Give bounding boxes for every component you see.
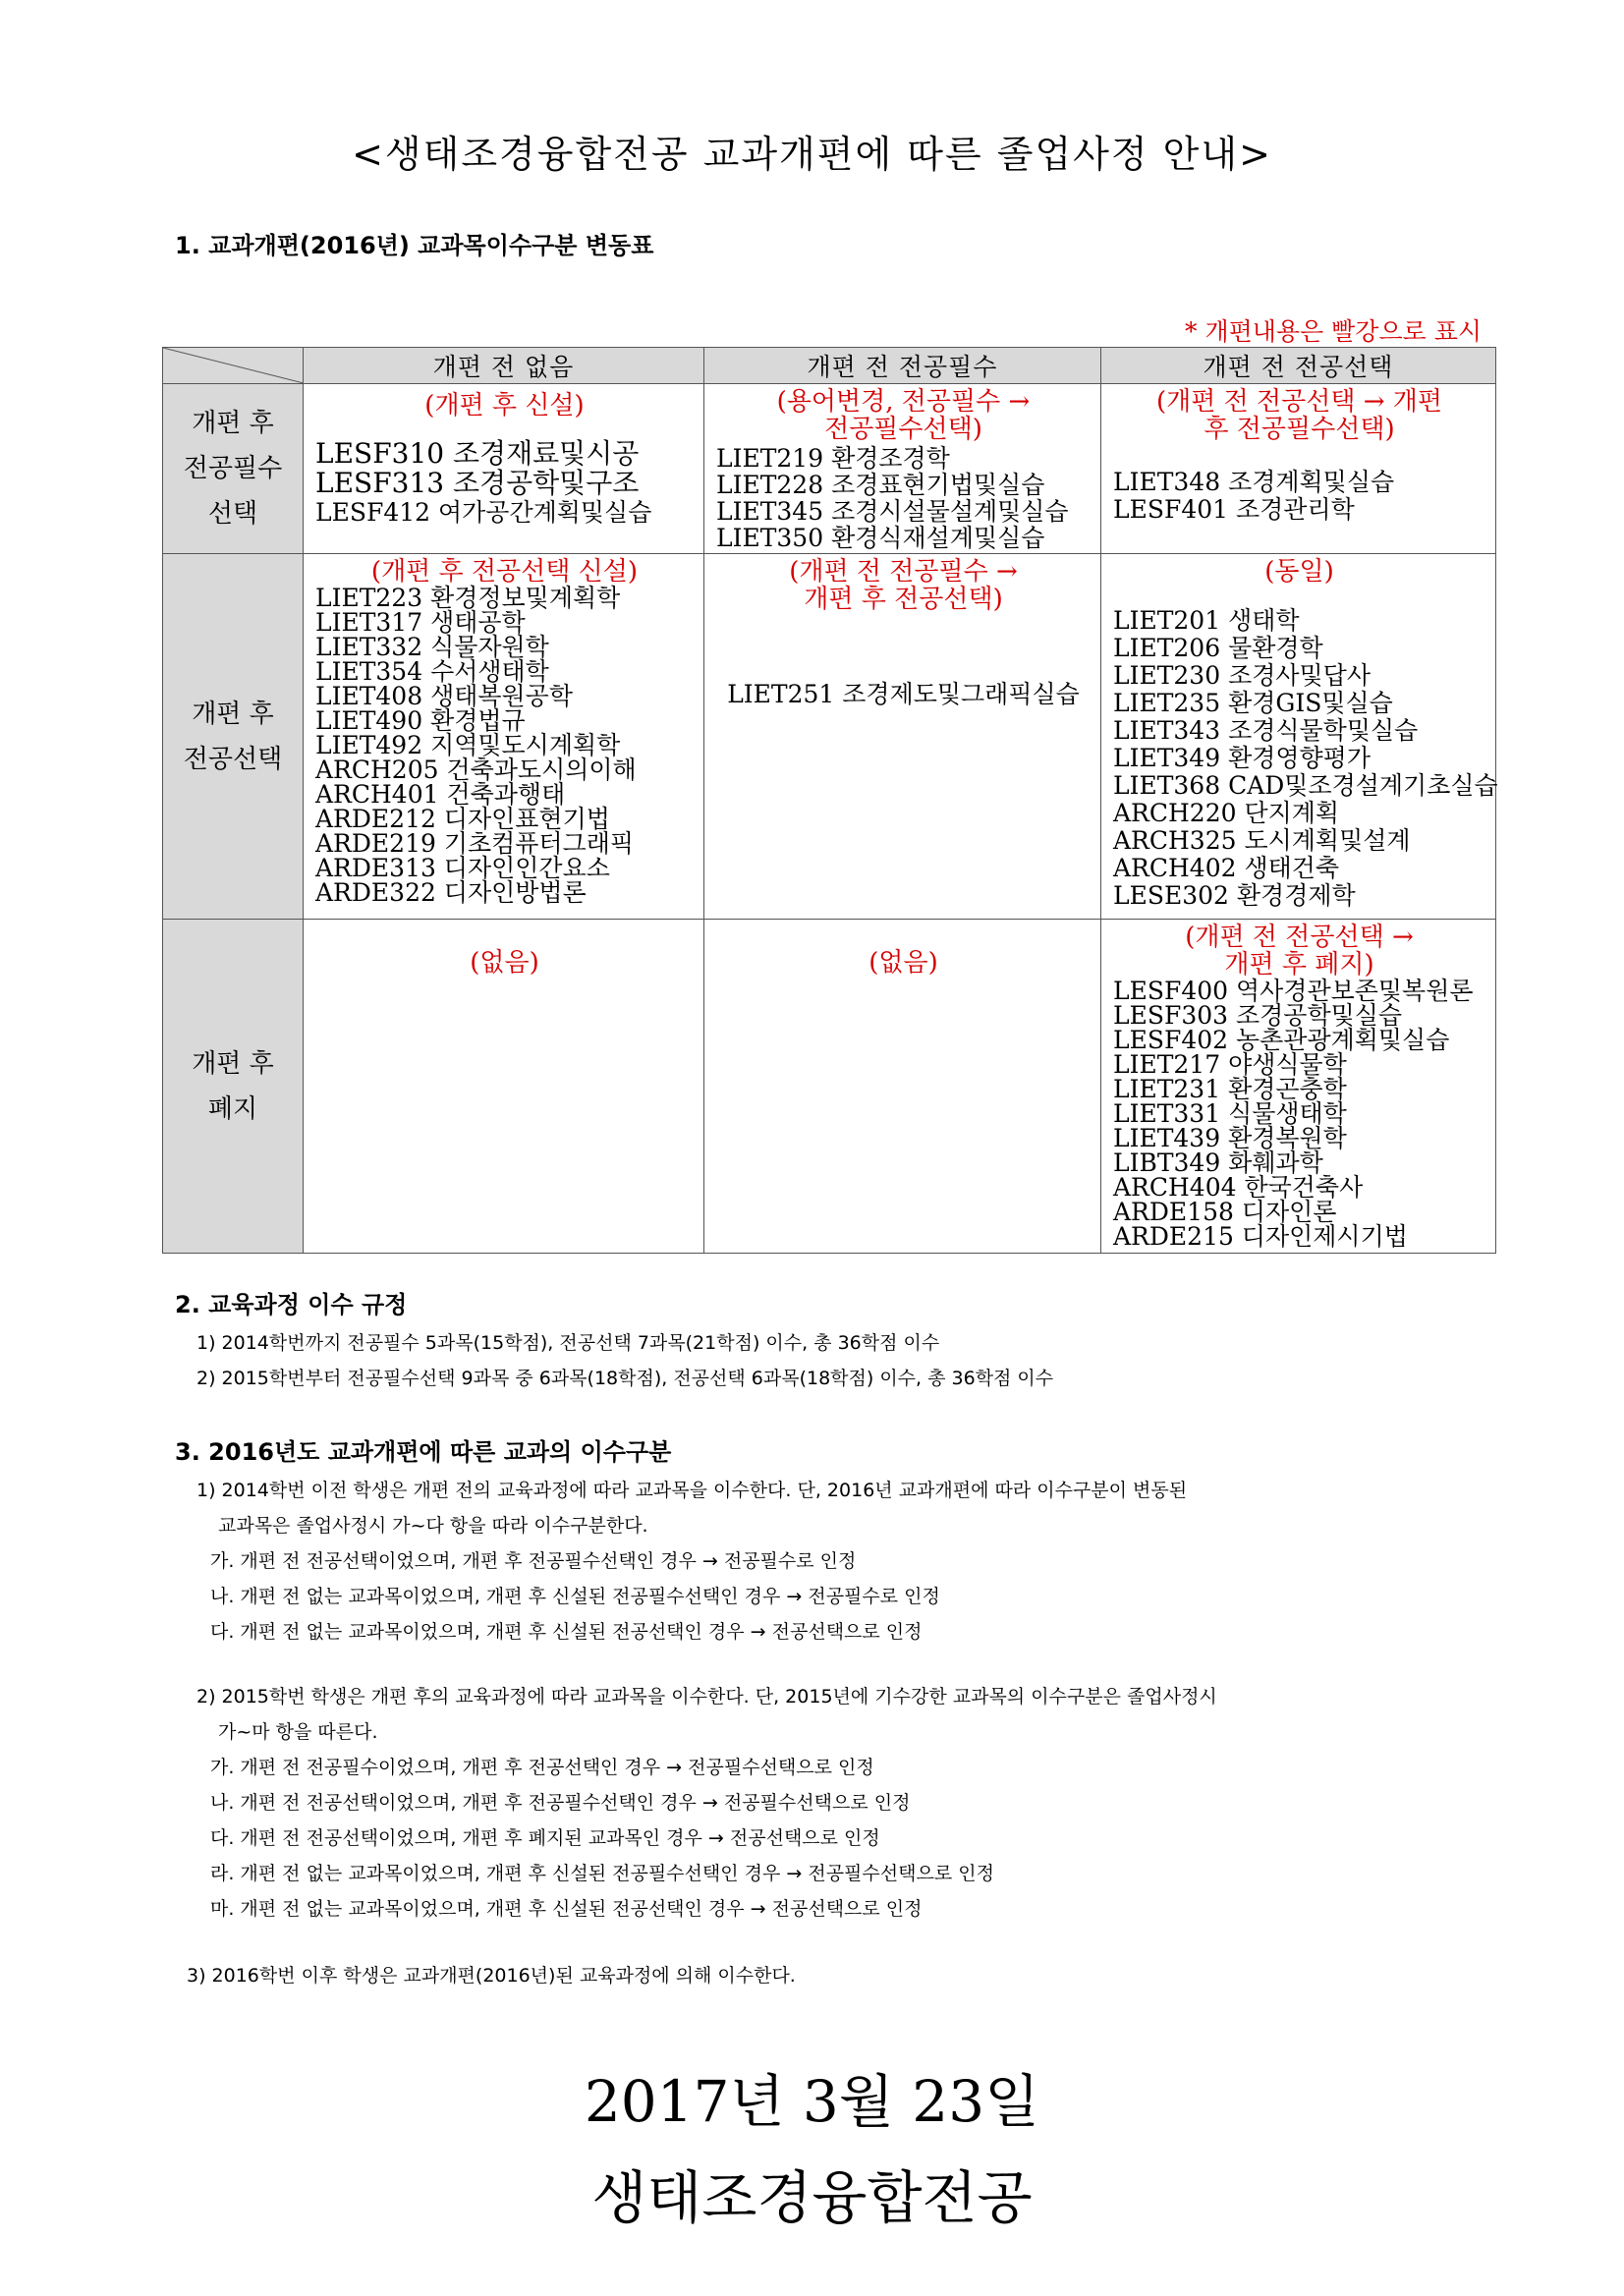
change-note: 개편 후 폐지): [1224, 950, 1374, 980]
course-item: LIET201 생태학: [1113, 606, 1300, 635]
paragraph-line: 나. 개편 전 전공선택이었으며, 개편 후 전공필수선택인 경우 → 전공필수선택으로 인정: [210, 1792, 911, 1814]
course-item: LIET490 환경법규: [315, 706, 526, 735]
paragraph-line: 가~마 항을 따른다.: [218, 1721, 378, 1743]
course-item: LIET345 조경시설물설계및실습: [716, 497, 1069, 526]
course-item: LIET354 수서생태학: [315, 657, 549, 686]
paragraph-line: 가. 개편 전 전공선택이었으며, 개편 후 전공필수선택인 경우 → 전공필수로 인정: [210, 1550, 857, 1572]
change-note: 전공필수선택): [824, 415, 982, 444]
paragraph-line: 3) 2016학번 이후 학생은 교과개편(2016년)된 교육과정에 의해 이수한다.: [187, 1965, 796, 1987]
course-item: LESE302 환경경제학: [1113, 881, 1356, 910]
course-item: LIET331 식물생태학: [1113, 1099, 1347, 1128]
change-note: (없음): [470, 948, 539, 978]
column-header: 개편 전 없음: [304, 348, 704, 384]
paragraph-line: 가. 개편 전 전공필수이었으며, 개편 후 전공선택인 경우 → 전공필수선택으로 인정: [210, 1757, 874, 1778]
course-item: LESF310 조경재료및시공: [315, 437, 640, 470]
change-note: (동일): [1264, 557, 1334, 587]
change-note: (개편 후 신설): [424, 391, 585, 420]
change-note: (용어변경, 전공필수 →: [776, 387, 1031, 417]
table-cell: [704, 554, 1101, 920]
course-item: LIBT349 화훼과학: [1113, 1148, 1323, 1177]
table-cell: [304, 384, 704, 554]
course-item: LESF303 조경공학및실습: [1113, 1001, 1403, 1030]
course-item: ARDE322 디자인방법론: [315, 878, 587, 907]
section1-heading: 1. 교과개편(2016년) 교과목이수구분 변동표: [175, 232, 654, 259]
row-header: 개편 후 전공선택: [163, 554, 304, 920]
table-cell: [704, 920, 1101, 1254]
course-item: ARCH404 한국건축사: [1113, 1173, 1364, 1202]
column-header: 개편 전 전공선택: [1101, 348, 1496, 384]
change-note: (개편 후 전공선택 신설): [370, 557, 639, 587]
row-header: 개편 후 폐지: [163, 920, 304, 1254]
course-item: LIET235 환경GIS및실습: [1113, 689, 1393, 717]
course-item: ARCH220 단지계획: [1113, 799, 1340, 827]
paragraph-line: 다. 개편 전 전공선택이었으며, 개편 후 폐지된 교과목인 경우 → 전공선택으로 인정: [210, 1827, 880, 1849]
paragraph-line: 마. 개편 전 없는 교과목이었으며, 개편 후 신설된 전공선택인 경우 → 전공선택으로 인정: [210, 1898, 923, 1920]
course-item: LIET317 생태공학: [315, 608, 526, 637]
column-header: 개편 전 전공필수: [704, 348, 1101, 384]
course-item: LESF313 조경공학및구조: [315, 467, 640, 499]
paragraph-line: 다. 개편 전 없는 교과목이었으며, 개편 후 신설된 전공선택인 경우 → 전공선택으로 인정: [210, 1621, 923, 1643]
course-item: LIET350 환경식재설계및실습: [716, 524, 1045, 552]
footer-date: 2017년 3월 23일: [584, 2068, 1040, 2135]
course-item: LIET492 지역및도시계획학: [315, 731, 621, 759]
course-item: LIET349 환경영향평가: [1113, 744, 1371, 772]
course-item: LESF401 조경관리학: [1113, 495, 1355, 524]
course-item: LIET206 물환경학: [1113, 634, 1323, 662]
change-note: (개편 전 전공선택 →: [1185, 923, 1414, 952]
course-item: LIET408 생태복원공학: [315, 682, 573, 710]
page-title: <생태조경융합전공 교과개편에 따른 졸업사정 안내>: [352, 133, 1272, 176]
table-cell: [304, 920, 704, 1254]
course-item: ARDE158 디자인론: [1113, 1198, 1337, 1226]
course-item: ARDE313 디자인인간요소: [315, 854, 610, 882]
change-note: 후 전공필수선택): [1204, 415, 1395, 444]
course-item: LESF400 역사경관보존및복원론: [1113, 977, 1474, 1005]
table-cell: [1101, 920, 1496, 1254]
course-item: LIET439 환경복원학: [1113, 1124, 1347, 1152]
course-item: LIET228 조경표현기법및실습: [716, 471, 1045, 499]
course-item: ARCH401 건축과행태: [315, 780, 566, 809]
course-item: LIET368 CAD및조경설계기초실습: [1113, 771, 1498, 800]
change-note: (개편 전 전공선택 → 개편: [1155, 387, 1443, 417]
paragraph-line: 나. 개편 전 없는 교과목이었으며, 개편 후 신설된 전공필수선택인 경우 → 전공필수로 인정: [210, 1586, 940, 1607]
rule-line: 1) 2014학번까지 전공필수 5과목(15학점), 전공선택 7과목(21학점) 이수, 총 36학점 이수: [196, 1332, 940, 1354]
corner-cell: [163, 348, 304, 384]
section3-heading: 3. 2016년도 교과개편에 따른 교과의 이수구분: [175, 1438, 672, 1466]
paragraph-line: 1) 2014학번 이전 학생은 개편 전의 교육과정에 따라 교과목을 이수한다. 단, 2016년 교과개편에 따라 이수구분이 변동된: [196, 1480, 1188, 1501]
course-item: LIET332 식물자원학: [315, 633, 549, 661]
course-item: LIET348 조경계획및실습: [1113, 468, 1395, 496]
rule-line: 2) 2015학번부터 전공필수선택 9과목 중 6과목(18학점), 전공선택 6과목(18학점) 이수, 총 36학점 이수: [196, 1368, 1054, 1389]
course-item: ARCH205 건축과도시의이해: [315, 756, 637, 784]
table-cell: [1101, 554, 1496, 920]
table-cell: [704, 384, 1101, 554]
section2-heading: 2. 교육과정 이수 규정: [175, 1291, 408, 1318]
change-note: (없음): [868, 948, 938, 978]
course-item: LESF412 여가공간계획및실습: [315, 498, 652, 527]
course-item: LIET231 환경곤충학: [1113, 1075, 1347, 1103]
course-item: LIET217 야생식물학: [1113, 1050, 1347, 1079]
course-change-table: [162, 347, 1496, 1254]
course-item: LIET251 조경제도및그래픽실습: [727, 680, 1080, 708]
row-header: 개편 후 전공필수 선택: [163, 384, 304, 554]
table-cell: [1101, 384, 1496, 554]
course-item: ARDE215 디자인제시기법: [1113, 1222, 1408, 1251]
change-note: 개편 후 전공선택): [804, 585, 1003, 614]
course-item: ARDE219 기초컴퓨터그래픽: [315, 829, 635, 858]
paragraph-line: 교과목은 졸업사정시 가~다 항을 따라 이수구분한다.: [218, 1515, 648, 1537]
change-note: (개편 전 전공필수 →: [789, 557, 1018, 587]
course-item: LIET230 조경사및답사: [1113, 661, 1371, 690]
footer-org: 생태조경융합전공: [591, 2164, 1033, 2231]
paragraph-line: 라. 개편 전 없는 교과목이었으며, 개편 후 신설된 전공필수선택인 경우 → 전공필수선택으로 인정: [210, 1863, 994, 1884]
course-item: LIET343 조경식물학및실습: [1113, 716, 1419, 745]
course-item: ARDE212 디자인표현기법: [315, 805, 610, 833]
course-item: LIET223 환경정보및계획학: [315, 584, 621, 612]
course-item: LIET219 환경조경학: [716, 444, 950, 473]
paragraph-line: 2) 2015학번 학생은 개편 후의 교육과정에 따라 교과목을 이수한다. 단, 2015년에 기수강한 교과목의 이수구분은 졸업사정시: [196, 1686, 1217, 1708]
table-cell: [304, 554, 704, 920]
course-item: ARCH325 도시계획및설계: [1113, 826, 1411, 855]
course-item: LESF402 농촌관광계획및실습: [1113, 1026, 1450, 1054]
red-note: * 개편내용은 빨강으로 표시: [1185, 317, 1482, 346]
course-item: ARCH402 생태건축: [1113, 854, 1340, 882]
